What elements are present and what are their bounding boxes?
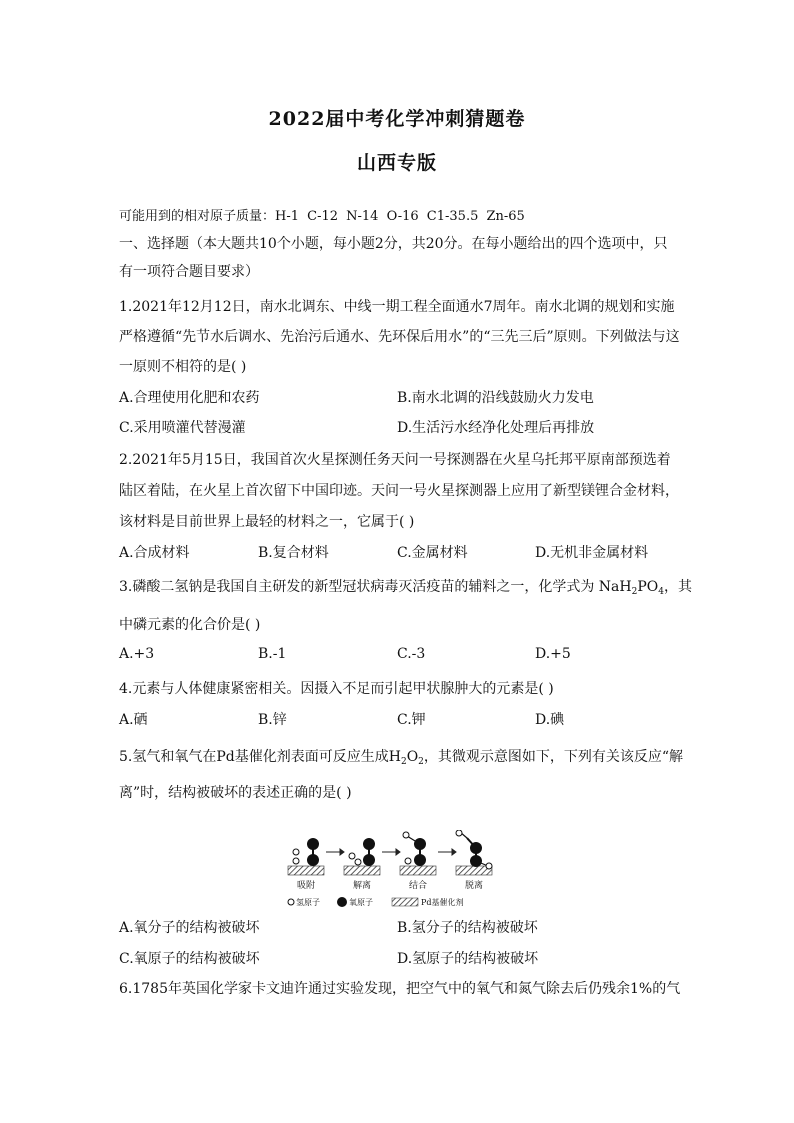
catalyst-surface — [344, 866, 380, 875]
q4-option-a[interactable]: A.硒 — [119, 712, 148, 728]
subscript: 2 — [418, 757, 424, 767]
step-label: 解离 — [352, 881, 372, 891]
q3-text: 中磷元素的化合价是( ) — [119, 617, 261, 633]
q1-text: 严格遵循“先节水后调水、先治污后通水、先环保后用水”的“三先三后”原则。下列做法与这 — [119, 329, 680, 345]
oxygen-legend-icon — [337, 897, 347, 907]
atomic-mass-line: 可能用到的相对原子质量：H-1 C-12 N-14 O-16 C1-35.5 Zn-65 — [119, 209, 525, 224]
hydrogen-atom — [293, 849, 299, 855]
q3-option-c[interactable]: C.-3 — [397, 646, 426, 662]
hydrogen-atom — [355, 859, 361, 865]
step-label: 脱离 — [464, 881, 484, 891]
hydrogen-atom — [486, 863, 492, 869]
q1-option-b[interactable]: B.南水北调的沿线鼓励火力发电 — [397, 390, 594, 406]
subscript: 4 — [658, 587, 664, 597]
q5-text: 离”时，结构被破坏的表述正确的是( ) — [119, 785, 352, 801]
q1-text: 一原则不相符的是( ) — [119, 359, 247, 375]
oxygen-atom — [363, 838, 375, 850]
hydrogen-atom — [403, 832, 409, 838]
q1-text: 1.2021年12月12日，南水北调东、中线一期工程全面通水7周年。南水北调的规划和实施 — [119, 299, 675, 315]
q5-text-part: 5.氢气和氧气在Pd基催化剂表面可反应生成H — [119, 749, 401, 765]
oxygen-atom — [363, 854, 375, 866]
legend-label: Pd基催化剂 — [421, 898, 464, 907]
q5-option-b[interactable]: B.氢分子的结构被破坏 — [397, 920, 538, 936]
q5-option-a[interactable]: A.氧分子的结构被破坏 — [119, 920, 260, 936]
catalyst-legend-icon — [392, 898, 418, 906]
q1-option-c[interactable]: C.采用喷灌代替漫灌 — [119, 420, 246, 436]
q3-text-part: ，其 — [664, 579, 692, 595]
q5-text — [119, 746, 683, 767]
q3-text-part: PO — [637, 579, 659, 595]
q6-text: 6.1785年英国化学家卡文迪许通过实验发现，把空气中的氧气和氮气除去后仍残余1%的气 — [119, 981, 681, 997]
q4-option-c[interactable]: C.钾 — [397, 712, 426, 728]
q5-option-d[interactable]: D.氢原子的结构被破坏 — [397, 951, 539, 967]
oxygen-atom — [307, 854, 319, 866]
q2-option-c[interactable]: C.金属材料 — [397, 545, 468, 561]
exam-title: 2022届中考化学冲刺猜题卷 — [268, 108, 526, 130]
q3-text-part: 3.磷酸二氢钠是我国自主研发的新型冠状病毒灭活疫苗的辅料之一，化学式为 NaH — [119, 579, 632, 595]
q5-text-part: O — [406, 749, 419, 765]
q2-text: 陆区着陆，在火星上首次留下中国印迹。天问一号火星探测器上应用了新型镁锂合金材料， — [119, 483, 679, 499]
arrow-icon — [326, 849, 456, 855]
legend-label: 氧原子 — [349, 898, 373, 907]
q4-option-d[interactable]: D.碘 — [535, 712, 565, 728]
q2-text: 2.2021年5月15日，我国首次火星探测任务天问一号探测器在火星乌托邦平原南部预选着 — [119, 452, 671, 468]
q2-option-b[interactable]: B.复合材料 — [258, 545, 329, 561]
q3-text — [119, 576, 692, 597]
q1-option-a[interactable]: A.合理使用化肥和农药 — [119, 390, 260, 406]
q3-option-d[interactable]: D.+5 — [535, 646, 571, 662]
hydrogen-atom — [405, 858, 411, 864]
section-heading-cont: 有一项符合题目要求） — [119, 264, 259, 280]
oxygen-atom — [307, 838, 319, 850]
q5-text-part: ，其微观示意图如下，下列有关该反应“解 — [423, 749, 684, 765]
q1-option-d[interactable]: D.生活污水经净化处理后再排放 — [397, 420, 595, 436]
oxygen-atom — [470, 855, 482, 867]
step-label: 结合 — [408, 881, 428, 891]
oxygen-atom — [414, 854, 426, 866]
hydrogen-atom — [456, 830, 462, 836]
hydrogen-atom — [349, 853, 355, 859]
reaction-diagram — [282, 830, 512, 910]
q2-option-d[interactable]: D.无机非金属材料 — [535, 545, 649, 561]
hydrogen-legend-icon — [288, 899, 294, 905]
oxygen-atom — [470, 842, 482, 854]
hydrogen-atom — [293, 858, 299, 864]
q3-option-a[interactable]: A.+3 — [119, 646, 155, 662]
q4-option-b[interactable]: B.锌 — [258, 712, 287, 728]
q4-text: 4.元素与人体健康紧密相关。因摄入不足而引起甲状腺肿大的元素是( ) — [119, 681, 554, 697]
q5-option-c[interactable]: C.氧原子的结构被破坏 — [119, 951, 260, 967]
legend-label: 氢原子 — [296, 898, 320, 907]
subscript: 2 — [631, 587, 638, 597]
step-label: 吸附 — [296, 881, 316, 891]
oxygen-atom — [414, 838, 426, 850]
q2-option-a[interactable]: A.合成材料 — [119, 545, 190, 561]
q2-text: 该材料是目前世界上最轻的材料之一，它属于( ) — [119, 514, 415, 530]
exam-subtitle: 山西专版 — [356, 152, 437, 174]
section-heading: 一、选择题（本大题共10个小题，每小题2分，共20分。在每小题给出的四个选项中，只 — [119, 236, 668, 252]
subscript: 2 — [400, 757, 407, 767]
catalyst-surface — [288, 866, 324, 875]
q3-option-b[interactable]: B.-1 — [258, 646, 287, 662]
catalyst-surface — [400, 866, 436, 875]
